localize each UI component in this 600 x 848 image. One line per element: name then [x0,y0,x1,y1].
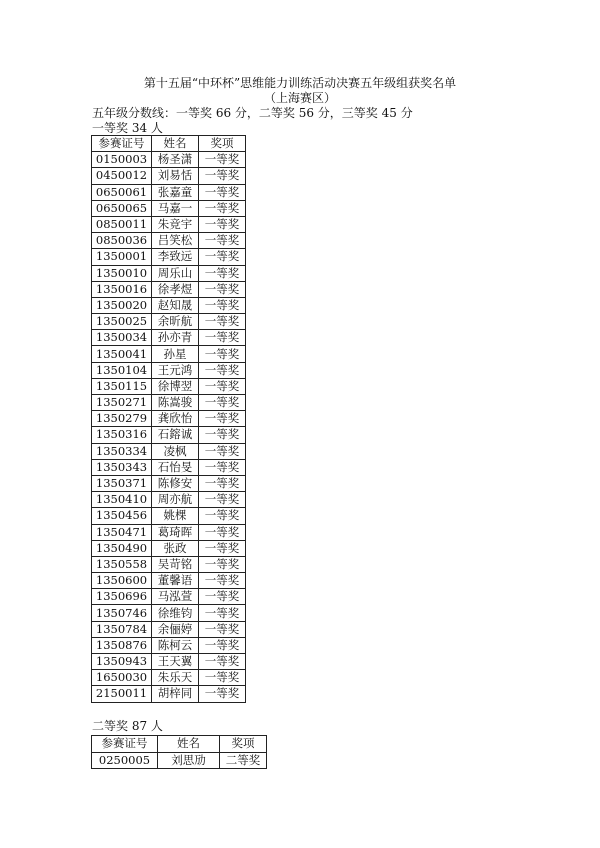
cell-name: 葛琦晖 [152,524,199,540]
table-header-row [92,736,267,753]
cell-id: 1350558 [92,556,152,572]
cell-name: 陈修安 [152,475,199,491]
cell-id: 1350020 [92,297,152,313]
table-row [92,411,246,427]
cell-id: 0650065 [92,200,152,216]
cell-award: 一等奖 [199,168,246,184]
table-row [92,589,246,605]
table-row [92,152,246,168]
table-row [92,362,246,378]
table-row [92,556,246,572]
column-header-award: 奖项 [220,736,267,753]
cell-id: 0850036 [92,233,152,249]
table-row [92,459,246,475]
cell-name: 董馨语 [152,573,199,589]
cell-id: 0650061 [92,184,152,200]
cell-id: 1350334 [92,443,152,459]
cell-name: 朱乐天 [152,670,199,686]
table-row [92,395,246,411]
cell-name: 周亦航 [152,492,199,508]
column-header-id: 参赛证号 [92,136,152,152]
cell-name: 龚欣怡 [152,411,199,427]
cell-id: 0450012 [92,168,152,184]
table-row [92,297,246,313]
cell-award: 一等奖 [199,524,246,540]
cell-id: 1350034 [92,330,152,346]
table-row [92,216,246,232]
table-row [92,314,246,330]
cell-id: 1350696 [92,589,152,605]
cell-id: 1350410 [92,492,152,508]
cell-id: 1350490 [92,540,152,556]
cell-id: 1350104 [92,362,152,378]
table-row [92,508,246,524]
cell-award: 一等奖 [199,508,246,524]
cell-award: 一等奖 [199,297,246,313]
cell-award: 一等奖 [199,184,246,200]
cell-id: 1350471 [92,524,152,540]
document-subtitle: （上海赛区） [263,91,336,105]
table-row [92,621,246,637]
cell-award: 一等奖 [199,346,246,362]
cell-award: 一等奖 [199,621,246,637]
cell-name: 马嘉一 [152,200,199,216]
cell-award: 一等奖 [199,314,246,330]
cell-award: 一等奖 [199,362,246,378]
cell-award: 一等奖 [199,411,246,427]
cell-award: 一等奖 [199,200,246,216]
cell-award: 一等奖 [199,589,246,605]
cell-name: 徐维钧 [152,605,199,621]
cell-name: 王天翼 [152,654,199,670]
cell-id: 1350001 [92,249,152,265]
cell-id: 1350316 [92,427,152,443]
cell-name: 余昕航 [152,314,199,330]
cell-award: 一等奖 [199,605,246,621]
cell-id: 0250005 [92,752,158,769]
table-row [92,654,246,670]
cell-id: 0850011 [92,216,152,232]
cell-name: 孙星 [152,346,199,362]
cell-award: 一等奖 [199,670,246,686]
table-row [92,168,246,184]
cell-name: 王元鸿 [152,362,199,378]
cell-id: 1650030 [92,670,152,686]
cell-name: 吴苛铭 [152,556,199,572]
cell-name: 石鎔诚 [152,427,199,443]
cell-award: 一等奖 [199,443,246,459]
cell-name: 杨圣潇 [152,152,199,168]
column-header-name: 姓名 [158,736,220,753]
cell-id: 1350271 [92,395,152,411]
cell-id: 1350041 [92,346,152,362]
table-row [92,605,246,621]
cell-award: 一等奖 [199,475,246,491]
cell-award: 一等奖 [199,395,246,411]
table-row [92,443,246,459]
cell-name: 刘易恬 [152,168,199,184]
first-prize-table [91,135,246,703]
document-title: 第十五届“中环杯”思维能力训练活动决赛五年级组获奖名单 [143,76,457,90]
table-row [92,670,246,686]
cell-award: 一等奖 [199,654,246,670]
table-row [92,637,246,653]
cell-id: 1350115 [92,378,152,394]
cell-award: 二等奖 [220,752,267,769]
column-header-name: 姓名 [152,136,199,152]
second-prize-table [91,735,267,769]
table-row [92,281,246,297]
cell-name: 胡梓同 [152,686,199,702]
cell-award: 一等奖 [199,233,246,249]
table-row [92,573,246,589]
cell-name: 朱竞宇 [152,216,199,232]
cell-id: 1350279 [92,411,152,427]
cell-name: 吕笑松 [152,233,199,249]
cell-award: 一等奖 [199,265,246,281]
cell-name: 徐孝煜 [152,281,199,297]
cell-id: 1350456 [92,508,152,524]
cell-award: 一等奖 [199,459,246,475]
cell-id: 1350784 [92,621,152,637]
cell-award: 一等奖 [199,330,246,346]
cell-name: 赵知晟 [152,297,199,313]
cell-id: 1350025 [92,314,152,330]
cell-name: 徐博翌 [152,378,199,394]
cell-id: 0150003 [92,152,152,168]
table-row [92,200,246,216]
cell-award: 一等奖 [199,152,246,168]
cell-id: 1350600 [92,573,152,589]
cell-id: 1350371 [92,475,152,491]
table-row [92,330,246,346]
cell-name: 陈柯云 [152,637,199,653]
cell-id: 1350016 [92,281,152,297]
cell-name: 张政 [152,540,199,556]
cell-award: 一等奖 [199,427,246,443]
cell-name: 姚棵 [152,508,199,524]
cell-award: 一等奖 [199,573,246,589]
cell-award: 一等奖 [199,686,246,702]
cell-id: 1350943 [92,654,152,670]
cell-id: 1350746 [92,605,152,621]
cell-id: 1350343 [92,459,152,475]
table-row [92,492,246,508]
table-header-row [92,136,246,152]
cell-name: 石怡旻 [152,459,199,475]
table-row [92,249,246,265]
cell-name: 李致远 [152,249,199,265]
cell-name: 马泓萱 [152,589,199,605]
cell-name: 刘思劢 [158,752,220,769]
column-header-id: 参赛证号 [92,736,158,753]
table-row [92,184,246,200]
cell-id: 2150011 [92,686,152,702]
cell-name: 张嘉童 [152,184,199,200]
column-header-award: 奖项 [199,136,246,152]
table-row [92,524,246,540]
table-row [92,540,246,556]
cell-award: 一等奖 [199,637,246,653]
cell-name: 凌枫 [152,443,199,459]
cell-award: 一等奖 [199,216,246,232]
table-row [92,233,246,249]
cell-id: 1350010 [92,265,152,281]
cell-award: 一等奖 [199,540,246,556]
cell-award: 一等奖 [199,378,246,394]
cell-name: 周乐山 [152,265,199,281]
cell-id: 1350876 [92,637,152,653]
cell-name: 孙亦青 [152,330,199,346]
table-row [92,378,246,394]
first-prize-heading: 一等奖 34 人 [92,121,163,135]
cell-name: 陈嵩骏 [152,395,199,411]
table-row [92,475,246,491]
cell-award: 一等奖 [199,556,246,572]
table-row [92,427,246,443]
cell-award: 一等奖 [199,249,246,265]
second-prize-heading: 二等奖 87 人 [92,719,163,733]
table-row [92,265,246,281]
table-row [92,686,246,702]
table-row [92,346,246,362]
cell-name: 余俪婷 [152,621,199,637]
cell-award: 一等奖 [199,492,246,508]
score-cutoff-line: 五年级分数线：一等奖 66 分，二等奖 56 分，三等奖 45 分 [92,106,413,120]
cell-award: 一等奖 [199,281,246,297]
table-row [92,752,267,769]
